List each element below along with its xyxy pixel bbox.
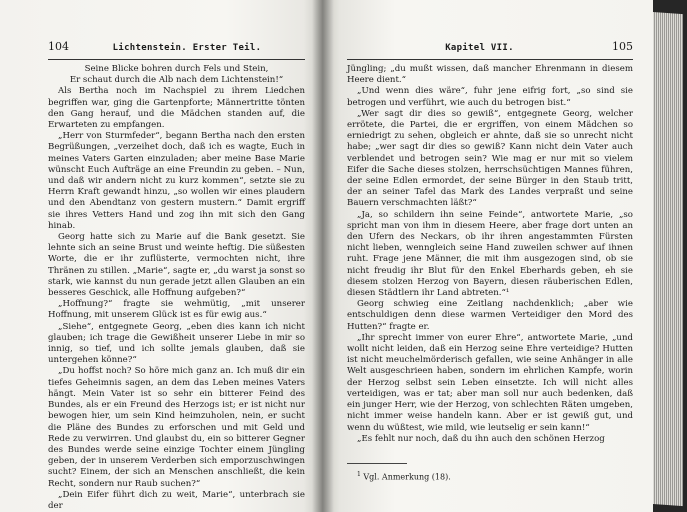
left-page-header [48, 40, 305, 53]
paragraph: „Herr von Sturmfeder“, begann Bertha nach den ersten Begrüßungen, „verzeihet doch, daß ich es wagte, Euch in meines Vaters Garten einzuladen; aber meine Base Marie wünscht Euch Aufträge an eine Freundin zu geben. – Nun, und daß wir andern nicht zu kurz kommen“, setzte sie zu Herrn Kraft gewandt hinzu, „so wollen wir eines plaudern und den Abendtanz von gestern mustern.“ Damit ergriff sie ihres Vetters Hand und zog ihn mit sich den Gang hinab. [48, 131, 305, 231]
paragraph: „Es fehlt nur noch, daß du ihn auch den schönen Herzog [357, 433, 605, 444]
paragraph: Georg hatte sich zu Marie auf die Bank gesetzt. Sie lehnte sich an seine Brust und weinte heftig. Die süßesten Worte, die er ihr zuflüsterte, vermochten nicht, ihre Thränen zu stillen. „Marie“, sagte er, „du warst ja sonst so stark, wie kannst du nun gerade jetzt allen Glauben an ein besseres Geschick, alle Hoffnung aufgeben?“ [48, 232, 305, 299]
left-running-head: Lichtenstein. Erster Teil. [112, 43, 262, 53]
right-running-head: Kapitel VII. [445, 43, 514, 53]
footnote-text: Vgl. Anmerkung (18). [363, 472, 451, 482]
footnote-marker: 1 [357, 470, 361, 478]
left-header-rule [48, 59, 305, 60]
right-page-text [347, 64, 633, 445]
paragraph: „Hoffnung?“ fragte sie wehmütig, „mit unserer Hoffnung, mit unserem Glück ist es für ewig aus.“ [48, 299, 305, 321]
right-page-number: 105 [612, 40, 633, 53]
paragraph: „Du hoffst noch? So höre mich ganz an. Ich muß dir ein tiefes Geheimnis sagen, an dem das Leben meines Vaters hängt. Mein Vater ist so sehr ein bitterer Feind des Bundes, als er ein Freund des Herzogs ist; er ist nicht nur bewogen hier, um sein Kind heimzuholen, nein, er sucht die Pläne des Bundes zu erforschen und mit Geld und Rede zu verwirren. Und glaubst du, ein so bitterer Gegner des Bundes werde seine einzige Tochter einem Jüngling geben, der in unserem Verderben sich emporzuschwingen sucht? Einem, der sich an Menschen anschließt, die kein Recht, sondern nur Raub suchen?“ [48, 366, 305, 489]
paragraph: „Und wenn dies wäre“, fuhr jene eifrig fort, „so sind sie betrogen und verführt, wie auch du betrogen bist.“ [347, 86, 633, 108]
page-edges [653, 12, 683, 506]
verse-line: Er schaut durch die Alb nach dem Lichtenstein!“ [69, 75, 284, 86]
footnote-rule [347, 463, 407, 464]
paragraph: Georg schwieg eine Zeitlang nachdenklich; „aber wie entschuldigen denn diese warmen Verteidiger den Mord des Hutten?“ fragte er. [347, 299, 633, 332]
paragraph: „Siehe“, entgegnete Georg, „eben dies kann ich nicht glauben; ich trage die Gewißheit unserer Liebe in mir so innig, so tief, und ich sollte jemals glauben, daß sie untergehen könne?“ [48, 321, 305, 366]
paragraph: „Ihr sprecht immer von eurer Ehre“, antwortete Marie, „und wollt nicht leiden, daß ein Herzog seine Ehre verteidige? Hutten ist nicht meuchelmörderisch gefallen, wie seine Anhänger in alle Welt ausgeschrieen haben, sondern im ehrlichen Kampfe, worin der Herzog selbst sein Leben einsetzte. Ich will nicht alles verteidigen, was er tat; aber man soll nur auch bedenken, daß ein junger Herr, wie der Herzog, von schlechten Räten umgeben, nicht immer weise handeln kann. Aber er ist gewiß gut, und wenn du wüßtest, wie mild, wie leutselig er sein kann!“ [347, 332, 633, 433]
left-page [0, 0, 323, 512]
right-header-rule [347, 59, 633, 60]
left-page-text [48, 64, 305, 512]
right-page [323, 0, 653, 512]
gutter-shadow [312, 0, 334, 512]
paragraph: „Wer sagt dir dies so gewiß“, entgegnete Georg, welcher errötete, die Partei, die er ergriffen, von einem Mädchen so erniedrigt zu sehen, obgleich er ahnte, daß sie so unrecht nicht habe; „wer sagt dir dies so gewiß? Kann nicht dein Vater auch verblendet und betrogen sein? Wie mag er nur mit so vielem Eifer die Sache dieses stolzen, herrschsüchtigen Mannes führen, der seine Edlen ermordet, der seine Bürger in den Staub tritt, der an seiner Tafel das Mark des Landes verpraßt und seine Bauern verschmachten läßt?“ [347, 108, 633, 209]
footnote [347, 470, 633, 483]
left-page-number: 104 [48, 40, 69, 53]
paragraph: Jüngling; „du mußt wissen, daß mancher Ehrenmann in diesem Heere dient.“ [347, 64, 633, 86]
verse-line: Seine Blicke bohren durch Fels und Stein, [84, 64, 269, 74]
paragraph: „Ja, so schildern ihn seine Feinde“, antwortete Marie, „so spricht man von ihm in diesem Heere, aber frage dort unten an den Ufern des Neckars, ob ihr ihren angestammten Fürsten nicht lieben, wenngleich seine Hand zuweilen schwer auf ihnen ruht. Frage jene Männer, die mit ihm ausgezogen sind, ob sie nicht freudig ihr Blut für den Enkel Eberhards geben, eh sie diesem stolzen Herzog von Bayern, diesen räuberischen Edlen, diesen Städtlern ihr Land abtreten.“¹ [347, 209, 633, 299]
right-page-header [347, 40, 633, 53]
paragraph: Als Bertha noch im Nachspiel zu ihrem Liedchen begriffen war, ging die Gartenpforte; Männertritte tönten den Gang herauf, und die Mädchen standen auf, die Erwarteten zu empfangen. [48, 86, 305, 131]
paragraph: „Dein Eifer führt dich zu weit, Marie“, unterbrach sie der [48, 489, 305, 511]
